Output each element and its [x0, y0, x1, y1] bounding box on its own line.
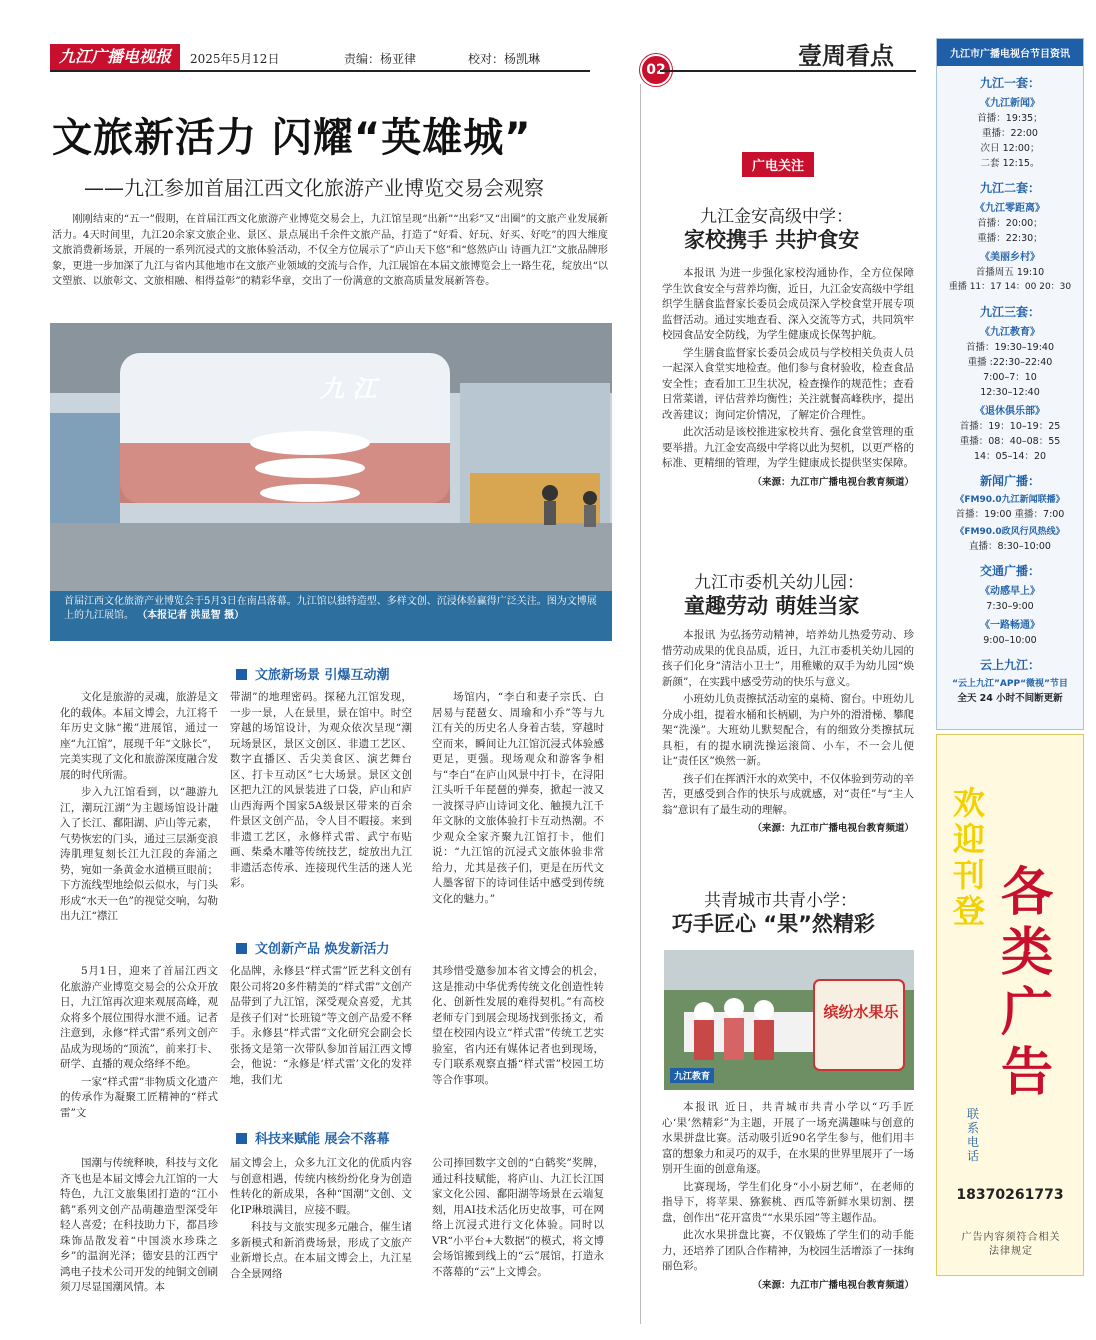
article2-title1: 九江市委机关幼儿园： — [694, 573, 864, 593]
program-time: 首播：19:35； — [977, 113, 1043, 124]
article-source: （来源：九江市广播电视台教育频道） — [752, 1279, 914, 1291]
section2-col3 — [432, 964, 604, 1090]
paragraph: 国潮与传统释映，科技与文化齐飞也是本届文博会九江馆的一大特色，九江文旅集团打造的“江小鹤”系列文创产品萌趣造型深受年轻人喜爱；在科技助力下，都昌珍珠饰品散发着“中国淡水珍珠之乡”的温润光泽；德安县的江西宁鸿电子技术公司开发的纯铜文创刷须刀尽显国潮风情。本 — [60, 1157, 218, 1293]
article2-body — [662, 628, 914, 834]
program-channel: 交通广播： — [979, 564, 1040, 578]
paragraph: 公司捧回数字文创的“白鹤奖”奖牌，通过科技赋能，将庐山、九江长江国家文化公园、鄱阳湖等场景在云端复刻，用AI技术活化历史故事，可在网络上沉浸式进行文化体验。同时以VR“小平台+大数据”的模式，将文博会场馆搬到线上的“云”展馆，打造永不落幕的“云”上文博会。 — [432, 1157, 604, 1278]
program-block — [937, 562, 1083, 648]
paragraph: 带湖”的地理密码。探秘九江馆发现，一步一景，人在景里，景在馆中。时空穿越的场馆设计，为观众依次呈现“潮玩场景区，景区文创区、非遗工艺区、数字直播区、舌尖美食区、演艺舞台区、打卡互动区”七大场景。景区文创区把九江的风景装进了口袋，庐山和庐山西海两个国家5A级景区带来的百余件景区文创产品，令人目不暇接。来到非遗工艺区，永修样式雷、武宁布贴画、柴桑木雕等传统技艺，绽放出九江非遗活态传承、连接现代生活的迷人光彩。 — [230, 691, 412, 889]
ad-welcome: 欢迎刊登 — [953, 784, 986, 930]
program-block — [937, 303, 1083, 464]
program-time: 重播 :22:30–22:40 — [967, 357, 1053, 368]
column-divider — [640, 84, 641, 1324]
paragraph: 化品牌，永修县“样式雷”匠艺科文创有限公司将20多件精美的“样式雷”文创产品带到了九江馆，深受观众喜爱，尤其是孩子们对“长班镜”等文创产品爱不释手。永修县“样式雷”文化研究会副会长张扬文是第一次带队参加首届江西文博会，他说：“永修是‘样式雷’文化的发祥地，我们尤 — [230, 965, 412, 1086]
masthead-rule-right — [660, 70, 916, 72]
section2-col1 — [60, 964, 218, 1123]
program-time: 7:00–7：10 — [983, 372, 1037, 383]
lead-photo-frame — [50, 323, 612, 641]
program-name: 《FM90.0政风行风热线》 — [955, 527, 1065, 537]
photo-caption — [64, 595, 598, 623]
program-time: 次日 12:00； — [980, 143, 1040, 154]
program-channel: 云上九江： — [979, 658, 1040, 672]
program-time: 重播 11：17 14：00 20：30 — [948, 282, 1072, 292]
page-number-badge: 02 — [640, 54, 672, 86]
section1-col2 — [230, 690, 412, 894]
program-header: 九江市广播电视台节目资讯 — [937, 39, 1083, 66]
section3-col1 — [60, 1156, 218, 1298]
expo-sign-text: 九 江 — [320, 374, 377, 403]
article-source: （来源：九江市广播电视台教育频道） — [752, 476, 914, 488]
program-sidebar — [936, 38, 1084, 730]
program-block — [937, 472, 1083, 554]
paragraph: 其珍惜受邀参加本省文博会的机会，这是推动中华优秀传统文化创造性转化、创新性发展的难得契机。”有高校老师专门到展会现场找到张扬文，希望在校园内设立“样式雷”传统工艺实验室，省内还有媒体记者也到现场，专门联系观察直播“样式雷”校园工坊等合作事项。 — [432, 965, 604, 1086]
article1-title2: 家校携手 共护食安 — [684, 228, 860, 252]
paragraph: 本报讯 为进一步强化家校沟通协作，全方位保障学生饮食安全与营养均衡，近日，九江金安高级中学组织学生膳食监督家长委员会成员深入学校食堂开展专项监督活动。通过实地查看、深入交流等方式，共同筑牢校园食品安全防线，为学生健康成长保驾护航。 — [662, 267, 914, 341]
paragraph: 届文博会上，众多九江文化的优质内容与创意相遇，传统内核纷纷化身为创造性转化的新成果，各种“国潮”文创、文化IP琳琅满目，应接不暇。 — [230, 1157, 412, 1216]
paragraph: 文化是旅游的灵魂，旅游是文化的载体。本届文博会，九江将千年历史文脉“搬”进展馆，通过一座“九江馆”，展现千年“文脉长”，完美实现了文化和旅游深度融合发展的时代所需。 — [60, 691, 218, 781]
program-channel: 九江二套： — [979, 181, 1040, 195]
paragraph: 科技与文旅实现多元融合，催生诸多新模式和新消费场景，形成了文旅产业新增长点。在本届文博会上，九江星合全景网络 — [230, 1221, 412, 1280]
article3-title1: 共青城市共青小学： — [704, 891, 857, 911]
section1-col3 — [432, 690, 604, 909]
program-name: “云上九江”APP“微视”节目 — [952, 679, 1068, 689]
program-time: 重播：22:30； — [977, 233, 1043, 244]
paragraph: 孩子们在挥洒汗水的欢笑中，不仅体验到劳动的辛苦，更感受到合作的快乐与成就感，对“责任”与“主人翁”意识有了最生动的理解。 — [662, 772, 914, 816]
paragraph: 步入九江馆看到，以“趣游九江，潮玩江湖”为主题场馆设计融入了长江、鄱阳湖、庐山等元素，气势恢宏的门头，通过三层渐变浪涛肌理复刻长江九江段的奔涌之势，宛如一条黄金水道横亘眼前；下方流线型地绘似云似水，与门头形成“水天一色”的视觉交响，勾勒出九江“襟江 — [60, 786, 218, 922]
ad-note: 广告内容须符合相关法律规定 — [961, 1232, 1061, 1257]
section3-col3 — [432, 1156, 604, 1282]
program-time: 二套 12:15。 — [980, 158, 1040, 169]
program-block — [937, 656, 1083, 706]
paragraph: 比赛现场，学生们化身“小小厨艺师”，在老师的指导下，将苹果、猕猴桃、西瓜等新鲜水果切割、摆盘，创作出“花开富贵”“水果乐园”等主题作品。 — [662, 1180, 914, 1224]
lead-title: 文旅新活力 闪耀“英雄城” — [52, 115, 532, 161]
article3-body — [662, 1100, 914, 1291]
program-block — [937, 179, 1083, 295]
masthead-rule — [50, 70, 590, 72]
program-name: 《九江教育》 — [980, 327, 1040, 338]
section1-col1 — [60, 690, 218, 927]
section3-col2 — [230, 1156, 412, 1284]
paragraph: 场馆内，“李白和妻子宗氏、白居易与琵琶女、周瑜和小乔”等与九江有关的历史名人身着古装，穿越时空而来，瞬间让九江馆沉浸式体验感更足，更强。现场观众和游客争相与“李白”在庐山风景中打卡，在浔阳江头听千年琵琶的弹奏，掀起一波又一波探寻庐山诗词文化、触摸九江千年文脉的文旅体验打卡互动热潮。不少观众全家齐聚九江馆打卡，他们说：“九江馆的沉浸式文旅体验非常给力，尤其是孩子们，更是在历代文人墨客留下的诗词佳话中感受到传统文化的魅力。” — [432, 691, 604, 905]
section-title: 壹周看点 — [798, 42, 894, 70]
program-name: 《美丽乡村》 — [980, 252, 1040, 263]
program-name: 《退休俱乐部》 — [975, 406, 1045, 417]
program-time: 7:30–9:00 — [986, 601, 1034, 612]
paper-name-logo: 九江广播电视报 — [50, 44, 180, 70]
proofreader: 校对：杨凯琳 — [468, 52, 541, 66]
program-channel: 九江三套： — [979, 305, 1040, 319]
paragraph: 学生膳食监督家长委员会成员与学校相关负责人员一起深入食堂实地检查。他们参与食材验收，检查食品安全性；查看加工卫生状况，检查操作的规范性；查看日常菜谱，评估营养均衡性；关注就餐高峰秩序，提出改善建议；询问定价情况，了解定价合理性。 — [662, 346, 914, 421]
contest-board-text: 缤纷水果乐 — [823, 1003, 899, 1021]
program-name: 《一路畅通》 — [980, 620, 1040, 631]
article2-title2: 童趣劳动 萌娃当家 — [684, 594, 860, 618]
paragraph: 本报讯 为弘扬劳动精神，培养幼儿热爱劳动、珍惜劳动成果的优良品质，近日，九江市委机关幼儿园的孩子们化身“清洁小卫士”，用稚嫩的双手为幼儿园“焕新颜”，在实践中感受劳动的快乐与意义。 — [662, 629, 914, 688]
article3-title2: 巧手匠心 “果”然精彩 — [672, 912, 875, 936]
section2-col2 — [230, 964, 412, 1090]
ad-box — [936, 734, 1084, 1276]
article1-title1: 九江金安高级中学： — [700, 207, 853, 227]
tv-channel-logo: 九江教育 — [670, 1068, 714, 1083]
program-time: 首播：19:00 重播：7:00 — [955, 509, 1065, 520]
lead-intro: 刚刚结束的“五一”假期，在首届江西文化旅游产业博览交易会上，九江馆呈现“出新”“出彩”又“出圈”的文旅产业发展新活力。4天时间里，九江20余家文旅企业、景区、景点展出千余件文旅产品，打造了“好看、好玩、好买、好吃”的四大维度文旅消费新场景，开展的一系列沉浸式的文旅体验活动，不仅全方位展示了“庐山天下悠”和“悠然庐山 诗画九江”文旅品牌形象，更进一步加深了九江与省内其他地市在文旅产业领域的交流与合作，九江展馆在本届文旅博览会上一路生花，绽放出“以文塑旅、以旅彰文、文旅相融、相得益彰”的精彩华章，交出了一份满意的文旅高质量发展新答卷。 — [52, 214, 608, 287]
program-time: 首播周五 19:10 — [975, 267, 1045, 278]
program-time: 首播：19:30–19:40 — [965, 342, 1054, 353]
ad-phone: 18370261773 — [956, 1187, 1064, 1203]
program-channel: 九江一套： — [979, 76, 1040, 90]
paragraph: 5月1日，迎来了首届江西文化旅游产业博览交易会的公众开放日，九江馆再次迎来观展高峰，观众将多个展位围得水泄不通。记者注意到，永修“样式雷”系列文创产品成为现场的“顶流”，前来打卡、研学、直播的观众络绎不绝。 — [60, 965, 218, 1070]
program-time: 9:00–10:00 — [983, 635, 1037, 646]
paragraph: 本报讯 近日，共青城市共青小学以“巧手匠心‘果’然精彩”为主题，开展了一场充满趣味与创意的水果拼盘比赛。活动吸引近90名学生参与，他们用丰富的想象力和灵巧的双手，在水果的世界里展开了一场别开生面的创意角逐。 — [662, 1101, 914, 1175]
paragraph: 小班幼儿负责擦拭活动室的桌椅、窗台。中班幼儿分成小组，提着水桶和长柄刷，为户外的滑滑梯、攀爬架“洗澡”。大班幼儿默契配合，有的细致分类擦拭玩具柜，有的提水刷洗操运滚筒、小车，不一会儿便让“责任区”焕然一新。 — [662, 693, 914, 767]
article3-photo — [664, 950, 914, 1090]
program-time: 全天 24 小时不间断更新 — [957, 693, 1063, 704]
editor: 责编：杨亚律 — [344, 52, 417, 66]
program-time: 直播：8:30–10:00 — [969, 541, 1051, 552]
expo-hall-photo — [50, 323, 612, 591]
square-bullet-icon — [236, 1133, 247, 1144]
program-name: 《九江零距离》 — [975, 203, 1045, 214]
program-time: 14：05–14：20 — [973, 451, 1047, 462]
square-bullet-icon — [236, 669, 247, 680]
issue-date: 2025年5月12日 — [190, 52, 280, 66]
photo-credit: （本报记者 洪显智 摄） — [137, 610, 245, 621]
photo-caption-text: 首届江西文化旅游产业博览会于5月3日在南昌落幕。九江馆以独特造型、多样文创、沉浸体验赢得广泛关注。图为文博展上的九江展馆。 — [64, 596, 597, 621]
program-channel: 新闻广播： — [979, 474, 1040, 488]
paragraph: 此次活动是该校推进家校共育、强化食堂管理的重要举措。九江金安高级中学将以此为契机，以更严格的标准、更精细的管理，为学生健康成长提供坚实保障。 — [662, 426, 914, 469]
program-time: 12:30–12:40 — [980, 387, 1040, 398]
paragraph: 一家“样式雷”非物质文化遗产的传承作为凝聚工匠精神的“样式雷”文 — [60, 1075, 218, 1119]
program-list — [937, 74, 1083, 706]
section-heading-1: 文旅新场景 引爆互动潮 — [236, 664, 390, 683]
program-time: 首播：20:00； — [977, 218, 1043, 229]
ad-contact-label: 联系电话 — [967, 1107, 980, 1163]
article1-body — [662, 266, 914, 488]
lead-subtitle: ——九江参加首届江西文化旅游产业博览交易会观察 — [84, 176, 544, 200]
section-heading-2: 文创新产品 焕发新活力 — [236, 938, 390, 957]
program-name: 《九江新闻》 — [980, 98, 1040, 109]
ad-big-text: 各类广告 — [1001, 863, 1054, 1103]
program-block — [937, 74, 1083, 171]
section-heading-3: 科技来赋能 展会不落幕 — [236, 1128, 390, 1147]
program-time: 首播：19：10–19：25 — [959, 421, 1061, 432]
program-time: 重播：22:00 — [982, 128, 1038, 139]
program-name: 《FM90.0九江新闻联播》 — [955, 495, 1065, 505]
article-source: （来源：九江市广播电视台教育频道） — [752, 823, 914, 834]
news-tag: 广电关注 — [742, 152, 814, 177]
program-name: 《动感早上》 — [980, 586, 1040, 597]
square-bullet-icon — [236, 943, 247, 954]
paragraph: 此次水果拼盘比赛，不仅锻炼了学生们的动手能力，还培养了团队合作精神，为校园生活增添了一抹绚丽色彩。 — [662, 1229, 914, 1272]
program-time: 重播：08：40–08：55 — [959, 436, 1061, 447]
